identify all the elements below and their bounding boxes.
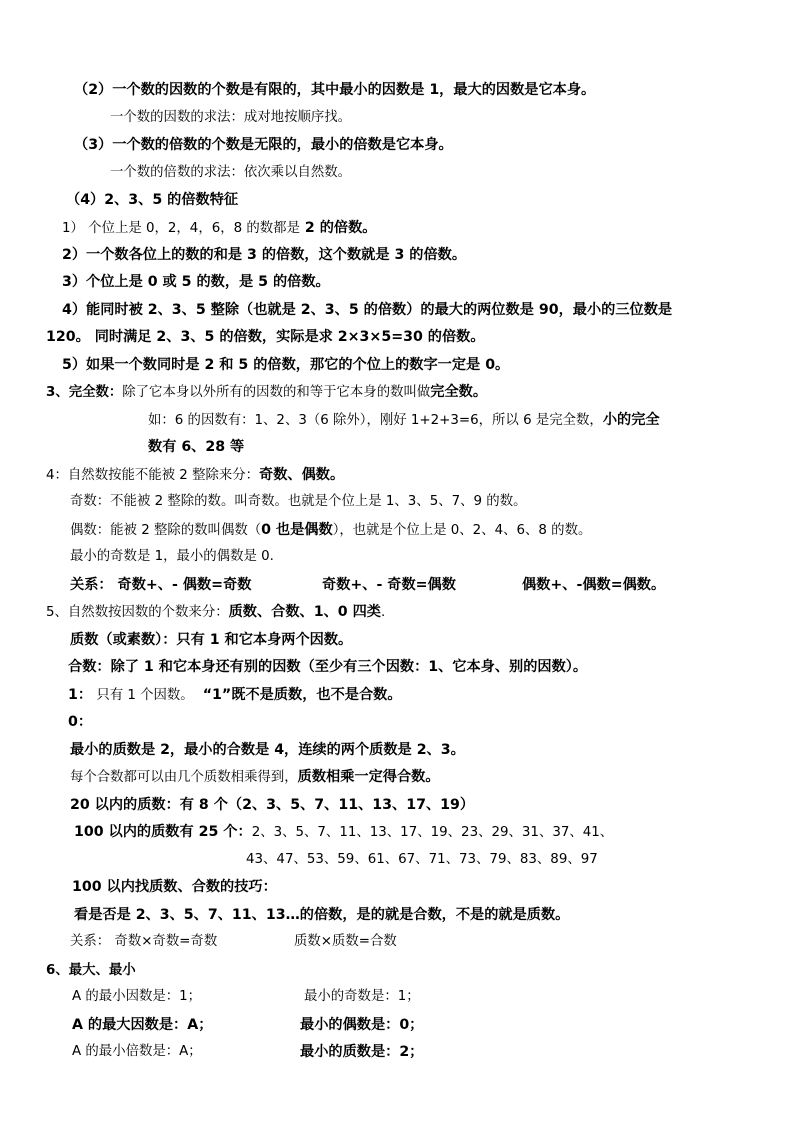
section-4-bold: 奇数、偶数。 (259, 467, 345, 483)
example-bold: 小的完全 (602, 412, 660, 428)
point-2-factor-count: （2）一个数的因数的个数是有限的，其中最小的因数是 1，最大的因数是它本身。 (74, 82, 596, 98)
a-min-factor: A 的最小因数是：1； (72, 989, 202, 1004)
section-4-text: 4：自然数按能不能被 2 整除来分： (46, 468, 260, 483)
one-label: 1： (68, 687, 93, 703)
composite-definition: 合数：除了 1 和它本身还有别的因数（至少有三个因数：1、它本身、别的因数）。 (68, 659, 588, 675)
smallest-odd-even: 最小的奇数是 1，最小的偶数是 0. (70, 549, 274, 564)
primes-100-label: 100 以内的质数有 25 个： (74, 824, 252, 840)
composite-product-bold: 质数相乘一定得合数。 (297, 769, 440, 785)
perfect-number-term: 完全数。 (430, 384, 488, 400)
rule-5: 5）如果一个数同时是 2 和 5 的倍数，那它的个位上的数字一定是 0。 (62, 357, 510, 373)
min-odd: 最小的奇数是：1； (304, 989, 420, 1004)
prime-technique-heading: 100 以内找质数、合数的技巧： (72, 879, 277, 895)
section-6-text: 6、最大、最小 (46, 963, 136, 978)
rule-1 (62, 218, 376, 239)
rule-3: 3）个位上是 0 或 5 的数，是 5 的倍数。 (62, 274, 330, 290)
min-even: 最小的偶数是：0； (300, 1017, 424, 1033)
primes-within-20 (70, 795, 474, 815)
primes-100-list-1: 2、3、5、7、11、13、17、19、23、29、31、37、41、 (251, 825, 614, 840)
perfect-number-list: 数有 6、28 等 (148, 439, 245, 455)
a-max-factor: A 的最大因数是：A； (72, 1017, 213, 1033)
section-4-heading (46, 465, 344, 486)
even-text-2: ），也就是个位上是 0、2、4、6、8 的数。 (332, 523, 592, 538)
prime-technique: 看是否是 2、3、5、7、11、13…的倍数，是的就是合数，不是的就是质数。 (74, 907, 570, 923)
point-3-multiple-count: （3）一个数的倍数的个数是无限的，最小的倍数是它本身。 (74, 137, 453, 153)
composite-product-text: 每个合数都可以由几个质数相乘得到， (70, 770, 298, 785)
primes-20-label: 20 以内的质数：有 8 个（ (70, 797, 243, 813)
odd-even-relation-1: 关系： 奇数+、- 偶数=奇数 (70, 577, 252, 593)
zero-label: 0： (68, 714, 93, 730)
section-5-text: 5、自然数按因数的个数来分： (46, 605, 229, 620)
section-6-heading (46, 960, 136, 981)
primes-20-list: 2、3、5、7、11、13、17、19） (242, 797, 475, 813)
section-5-bold: 质数、合数、1、0 四类 (228, 604, 381, 620)
factor-method: 一个数的因数的求法：成对地按顺序找。 (110, 110, 352, 125)
point-4-heading: （4）2、3、5 的倍数特征 (66, 192, 239, 208)
prime-definition: 质数（或素数）：只有 1 和它本身两个因数。 (70, 632, 353, 648)
rule-1-text: 1） 个位上是 0，2，4，6，8 的数都是 (62, 221, 300, 236)
perfect-number-desc: 除了它本身以外所有的因数的和等于它本身的数叫做 (122, 385, 431, 400)
odd-even-relation-2: 奇数+、- 奇数=偶数 (322, 577, 456, 593)
even-text: 偶数：能被 2 整除的数叫偶数（ (70, 523, 262, 538)
one-bold: “1”既不是质数，也不是合数。 (202, 687, 402, 703)
rule-4: 4）能同时被 2、3、5 整除（也就是 2、3、5 的倍数）的最大的两位数是 90，最小的三位数是 (62, 302, 673, 318)
min-prime: 最小的质数是：2； (300, 1044, 424, 1060)
even-bold: 0 也是偶数 (261, 522, 333, 538)
one-description (68, 685, 402, 706)
rule-4-cont: 120。 同时满足 2、3、5 的倍数，实际是求 2×3×5=30 的倍数。 (46, 329, 485, 345)
composite-product (70, 767, 440, 788)
odd-even-relation-3: 偶数+、-偶数=偶数。 (522, 577, 666, 593)
perfect-number-example (148, 410, 660, 431)
section-3-label: 3、完全数： (46, 385, 123, 400)
odd-definition: 奇数：不能被 2 整除的数。叫奇数。也就是个位上是 1、3、5、7、9 的数。 (70, 494, 527, 509)
section-5-heading (46, 602, 385, 623)
primes-within-100 (74, 822, 613, 843)
rule-2: 2）一个数各位上的数的和是 3 的倍数，这个数就是 3 的倍数。 (62, 247, 467, 263)
a-min-multiple: A 的最小倍数是：A； (72, 1044, 202, 1059)
product-relation-1: 关系： 奇数×奇数=奇数 (70, 934, 218, 949)
smallest-prime-composite: 最小的质数是 2，最小的合数是 4，连续的两个质数是 2、3。 (70, 742, 465, 758)
one-text: 只有 1 个因数。 (92, 688, 194, 703)
multiple-method: 一个数的倍数的求法：依次乘以自然数。 (110, 165, 352, 180)
rule-1-bold: 2 的倍数。 (299, 220, 377, 236)
even-definition (70, 520, 591, 541)
primes-100-list-2: 43、47、53、59、61、67、71、73、79、83、89、97 (246, 852, 598, 867)
example-text: 如：6 的因数有：1、2、3（6 除外），刚好 1+2+3=6，所以 6 是完全数， (148, 413, 603, 428)
perfect-number-definition (46, 382, 487, 403)
section-5-dot: . (380, 605, 386, 620)
product-relation-2: 质数×质数=合数 (294, 934, 397, 949)
